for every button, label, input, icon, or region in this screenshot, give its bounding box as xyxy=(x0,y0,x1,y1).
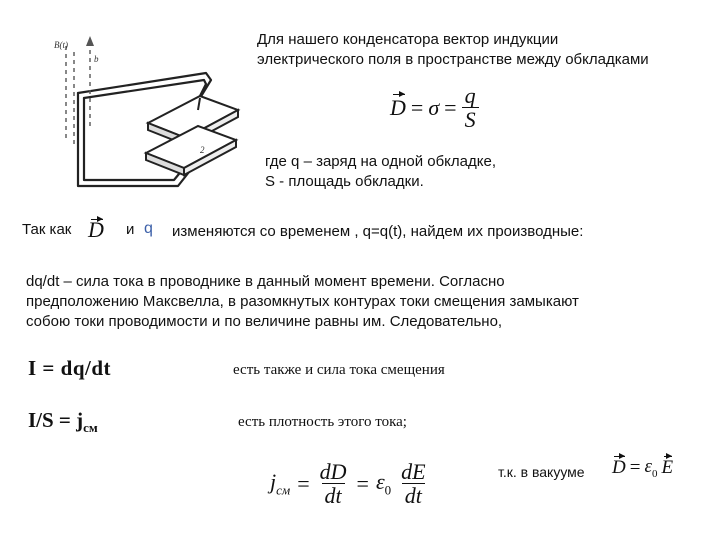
equation-density-main: I/S = j xyxy=(28,408,84,432)
fraction-dt-2: dt xyxy=(402,483,425,507)
figure-label-2: 2 xyxy=(200,145,205,155)
j-symbol: $j_{см}$ xyxy=(270,468,291,498)
figure-label-b: b xyxy=(94,54,99,64)
equation-density-text: есть плотность этого тока; xyxy=(238,414,407,430)
sigma-symbol: σ xyxy=(428,94,440,120)
formula-displacement-current-density xyxy=(270,460,429,507)
since-prefix: Так как xyxy=(22,221,72,238)
vacuum-vector-d: D xyxy=(612,456,626,478)
vacuum-equals: = xyxy=(629,456,641,478)
vacuum-note: т.к. в вакууме xyxy=(498,464,585,480)
equation-density xyxy=(28,408,98,436)
fraction-numerator: q xyxy=(464,83,476,108)
equation-current-text: есть также и сила тока смещения xyxy=(233,362,445,378)
vacuum-vector-e: E xyxy=(661,456,674,478)
final-equals-2: = xyxy=(356,470,369,496)
fraction-dd: dD xyxy=(319,459,347,484)
since-vector-d: D xyxy=(88,217,104,242)
equation-density-sub: см xyxy=(83,420,98,436)
paragraph-line-3: собою токи проводимости и по величине равны им. Следовательно, xyxy=(26,313,503,330)
fraction-de-dt xyxy=(398,460,428,507)
vacuum-formula xyxy=(612,456,673,480)
paragraph-line-1: dq/dt – сила тока в проводнике в данный момент времени. Согласно xyxy=(26,273,505,290)
formula-d-sigma xyxy=(390,84,479,131)
intro-text xyxy=(257,30,717,70)
paragraph-line-2: предположению Максвелла, в разомкнутых контурах токи смещения замыкают xyxy=(26,293,579,310)
final-equals-1: = xyxy=(297,470,310,496)
where-line-2: S - площадь обкладки. xyxy=(265,173,424,190)
figure-label-b-of-t: B(t) xyxy=(54,40,68,50)
since-and: и xyxy=(126,221,135,238)
where-line-1: где q – заряд на одной обкладке, xyxy=(265,153,496,170)
since-rest: изменяются со временем , q=q(t), найдем их производные: xyxy=(172,223,584,240)
where-text xyxy=(265,152,705,192)
vector-d: D xyxy=(390,94,406,120)
fraction-denominator: S xyxy=(462,107,479,131)
equation-current: I = dq/dt xyxy=(28,356,112,380)
fraction-de: dE xyxy=(401,459,426,484)
equals-1: = xyxy=(410,94,424,120)
since-line xyxy=(22,218,717,248)
maxwell-paragraph xyxy=(26,272,716,332)
fraction-q-over-s xyxy=(462,84,479,131)
equals-2: = xyxy=(444,94,457,120)
intro-line-2: электрического поля в пространстве между обкладками xyxy=(257,51,649,68)
epsilon-zero: $\varepsilon_0$ xyxy=(375,468,392,498)
capacitor-figure xyxy=(28,28,250,200)
vacuum-epsilon: $\varepsilon_0$ xyxy=(644,456,658,480)
fraction-dt-1: dt xyxy=(322,483,345,507)
intro-line-1: Для нашего конденсатора вектор индукции xyxy=(257,31,559,48)
fraction-dd-dt xyxy=(317,460,350,507)
since-q: q xyxy=(144,220,153,237)
